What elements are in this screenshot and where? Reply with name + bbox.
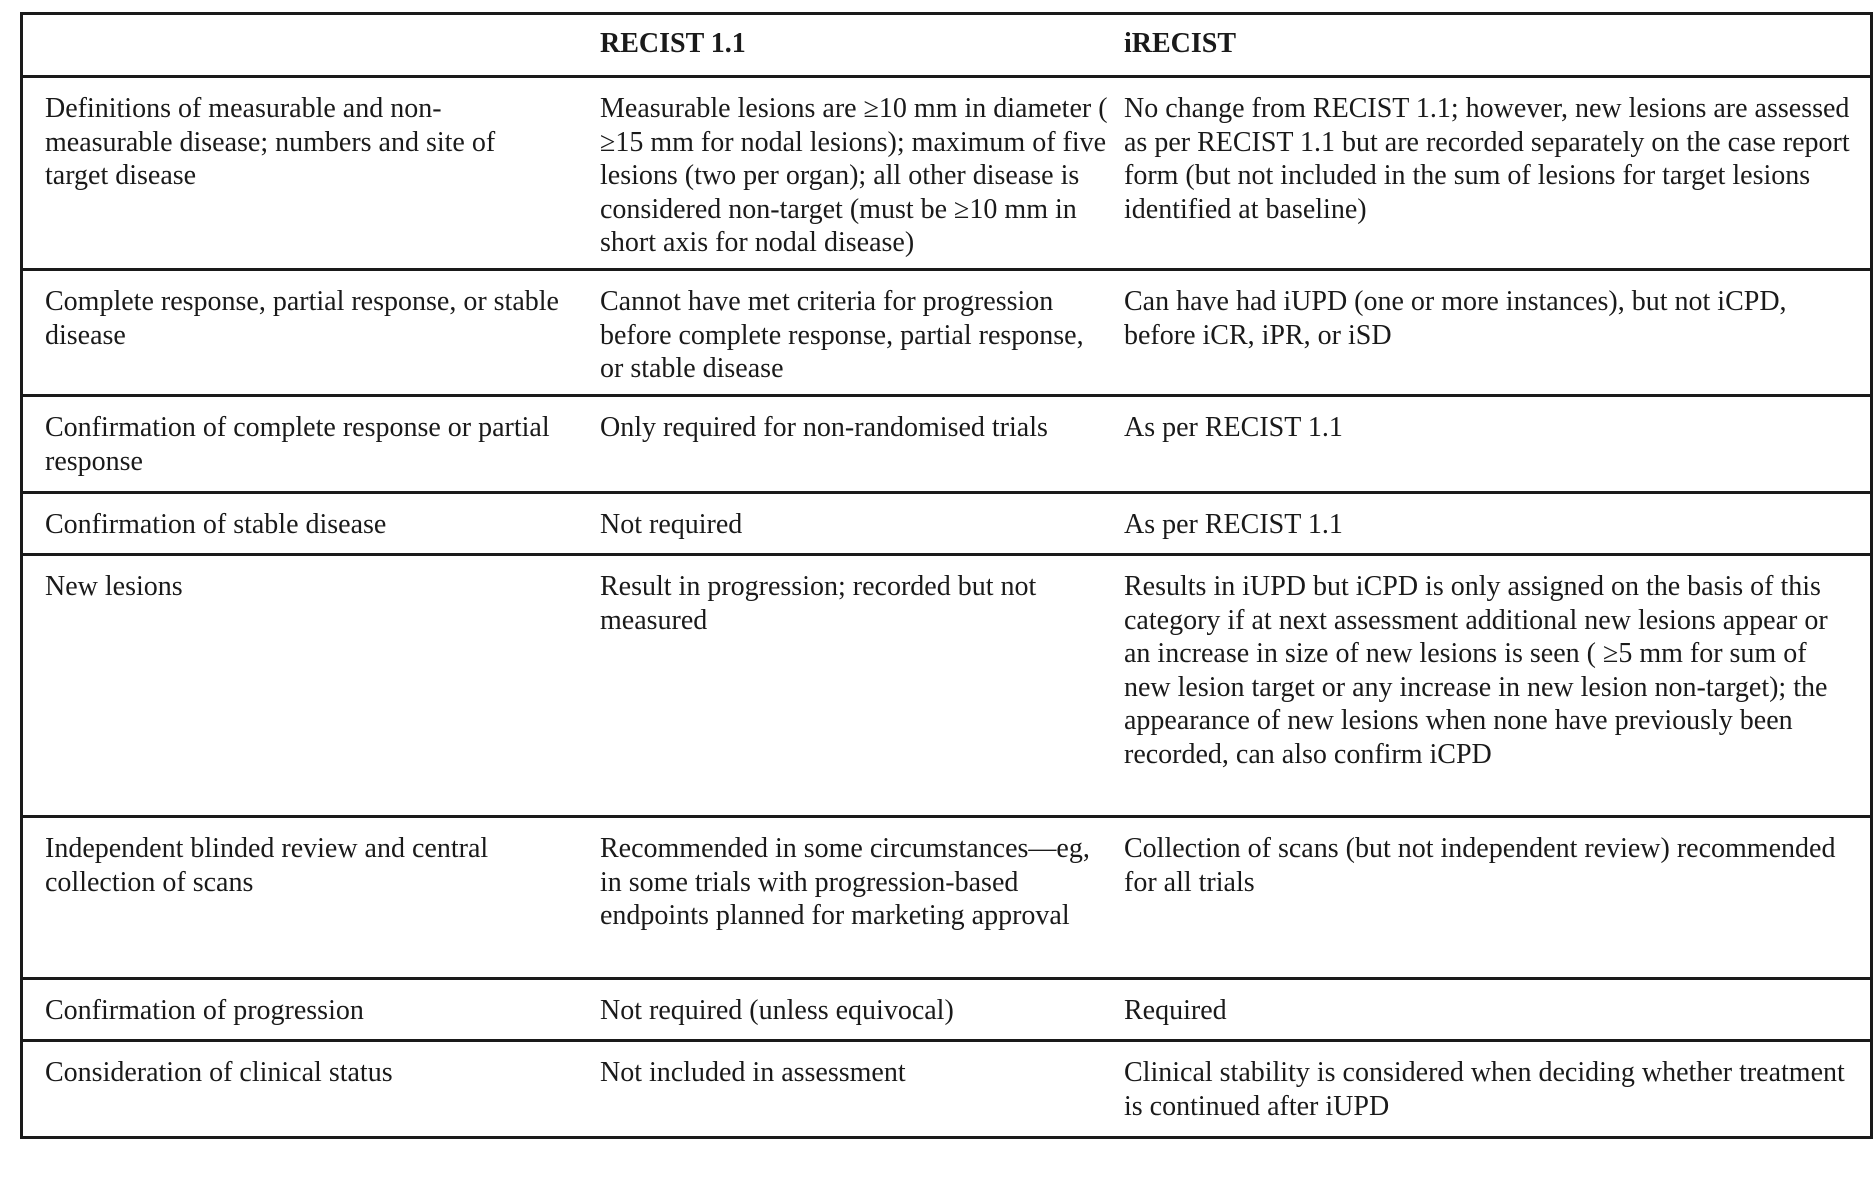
criterion-cell: Consideration of clinical status <box>45 1057 393 1088</box>
recist-cell: Cannot have met criteria for progression before complete response, partial response, or stable disease <box>600 286 1084 384</box>
irecist-cell: Can have had iUPD (one or more instances), but not iCPD, before iCR, iPR, or iSD <box>1124 286 1787 351</box>
table-row <box>23 1042 1870 1139</box>
criterion-cell: Definitions of measurable and non-measurable disease; numbers and site of target disease <box>45 93 496 191</box>
header-recist: RECIST 1.1 <box>600 28 746 59</box>
table-row <box>23 494 1870 556</box>
table-row <box>23 980 1870 1042</box>
recist-cell: Result in progression; recorded but not measured <box>600 571 1037 636</box>
table-header-row <box>23 15 1870 78</box>
recist-cell: Not required (unless equivocal) <box>600 995 954 1026</box>
irecist-cell: Results in iUPD but iCPD is only assigned on the basis of this category if at next assessment additional new lesions appear or an increase in size of new lesions is seen ( ≥5 mm for sum of new lesion target or any increase in new lesion non-target); the appearance of new lesions when none have previously been recorded, can also confirm iCPD <box>1124 571 1828 770</box>
criterion-cell: Independent blinded review and central collection of scans <box>45 833 489 898</box>
irecist-cell: Clinical stability is considered when deciding whether treatment is continued after iUPD <box>1124 1057 1845 1122</box>
table-row <box>23 556 1870 818</box>
criterion-cell: New lesions <box>45 571 183 602</box>
criterion-cell: Confirmation of complete response or partial response <box>45 412 550 477</box>
criterion-cell: Complete response, partial response, or stable disease <box>45 286 559 351</box>
irecist-cell: As per RECIST 1.1 <box>1124 412 1343 443</box>
criterion-cell: Confirmation of progression <box>45 995 364 1026</box>
recist-cell: Only required for non-randomised trials <box>600 412 1048 443</box>
table-row <box>23 271 1870 397</box>
table-row <box>23 818 1870 980</box>
irecist-cell: As per RECIST 1.1 <box>1124 509 1343 540</box>
irecist-cell: Required <box>1124 995 1227 1026</box>
table-row <box>23 397 1870 494</box>
recist-cell: Not included in assessment <box>600 1057 906 1088</box>
recist-cell: Recommended in some circumstances—eg, in some trials with progression-based endpoints planned for marketing approval <box>600 833 1090 931</box>
table-row <box>23 78 1870 271</box>
criterion-cell: Confirmation of stable disease <box>45 509 387 540</box>
header-irecist: iRECIST <box>1124 28 1237 59</box>
irecist-cell: Collection of scans (but not independent review) recommended for all trials <box>1124 833 1836 898</box>
recist-cell: Not required <box>600 509 743 540</box>
irecist-cell: No change from RECIST 1.1; however, new lesions are assessed as per RECIST 1.1 but are recorded separately on the case report form (but not included in the sum of lesions for target lesions identified at baseline) <box>1124 93 1850 225</box>
comparison-table <box>20 12 1873 1139</box>
header-criterion <box>23 15 578 75</box>
recist-cell: Measurable lesions are ≥10 mm in diameter ( ≥15 mm for nodal lesions); maximum of five lesions (two per organ); all other disease is considered non-target (must be ≥10 mm in short axis for nodal disease) <box>600 93 1108 258</box>
